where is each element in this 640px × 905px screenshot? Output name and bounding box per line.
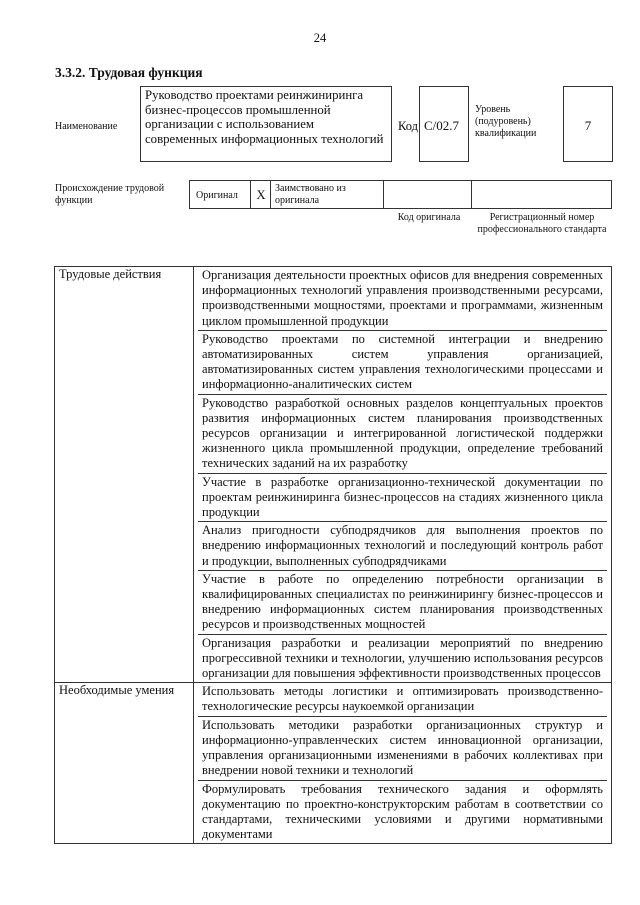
level-value: 7 (584, 118, 592, 133)
section-title: 3.3.2. Трудовая функция (55, 65, 203, 80)
original-mark: X (256, 188, 266, 202)
code-original-cell (383, 181, 472, 208)
list-item: Анализ пригодности субподрядчиков для выполнения проектов по внедрению информационных технологий и последующий контроль работ и продукции, выполненных субподрядчиками (198, 522, 607, 571)
function-name: Руководство проектами реинжиниринга бизнес-процессов промышленной организации с использованием современных информационных технологий (145, 88, 384, 146)
borrowed-label: Заимствовано из оригинала (275, 183, 346, 206)
list-item: Руководство разработкой основных разделов концептуальных проектов развития информационных систем планирования производственных ресурсов организации и интегрированной логистической поддержки жизненного цикла промышленной продукции, определение требований технических заданий на их разработку (198, 395, 607, 474)
function-name-box (140, 86, 392, 162)
category-label: Трудовые действия (59, 267, 162, 281)
category-label: Необходимые умения (59, 683, 175, 698)
level-label: Уровень (подуровень) квалификации (475, 104, 537, 139)
list-item: Формулировать требования технического задания и оформлять документацию по проектно-конструкторским работам в соответствии со стандартами, техническими условиями и другими нормативными документами (202, 781, 603, 842)
table-row (55, 267, 612, 683)
list-item: Участие в работе по определению потребности организации в квалифицированных специалистах по реинжинирингу бизнес-процессов и внедрению информационных систем планирования производственных ресурсов и производственных мощностей (198, 571, 607, 635)
table-row (55, 683, 612, 844)
reg-number-cell (471, 181, 612, 208)
borrowed-cell (270, 181, 384, 208)
code-value: С/02.7 (424, 118, 460, 133)
list-item: Организация разработки и реализации мероприятий по внедрению прогрессивной техники и технологии, улучшению использования ресурсов организации для повышения эффективности производственных процессов (202, 635, 603, 681)
code-box (419, 86, 469, 162)
level-box (563, 86, 613, 162)
list-item: Использовать методы логистики и оптимизировать производственно-технологические ресурсы наукоемкой организации (198, 683, 607, 716)
code-label: Код (398, 119, 418, 133)
code-original-caption: Код оригинала (397, 212, 461, 223)
reg-number-caption: Регистрационный номер профессионального стандарта (477, 212, 607, 235)
list-item: Руководство проектами по системной интеграции и внедрению автоматизированных систем управления организацией, автоматизированных систем управления технологическими процессами и информационно-аналитических систем (198, 331, 607, 395)
labor-function-table (54, 266, 612, 844)
items-cell (194, 267, 612, 683)
origin-row (189, 180, 612, 209)
items-cell (194, 683, 612, 844)
original-label: Оригинал (196, 190, 238, 201)
original-mark-cell (250, 181, 271, 208)
list-item: Участие в разработке организационно-технической документации по проектам реинжиниринга бизнес-процессов на стадиях жизненного цикла продукции (198, 474, 607, 523)
category-cell (55, 683, 194, 844)
page-number: 24 (313, 31, 327, 45)
name-label: Наименование (55, 121, 118, 132)
list-item: Использовать методики разработки организационных структур и информационно-управленческих систем инновационной организации, управления организационными изменениями в рабочих коллективах при внедрении новой техники и технологий (198, 717, 607, 781)
origin-label: Происхождение трудовой функции (55, 183, 165, 206)
list-item: Организация деятельности проектных офисов для внедрения современных информационных технологий управления производственными ресурсами, производственными мощностями, проектами и программами, жизненным циклом промышленной продукции (198, 267, 607, 331)
category-cell (55, 267, 194, 683)
